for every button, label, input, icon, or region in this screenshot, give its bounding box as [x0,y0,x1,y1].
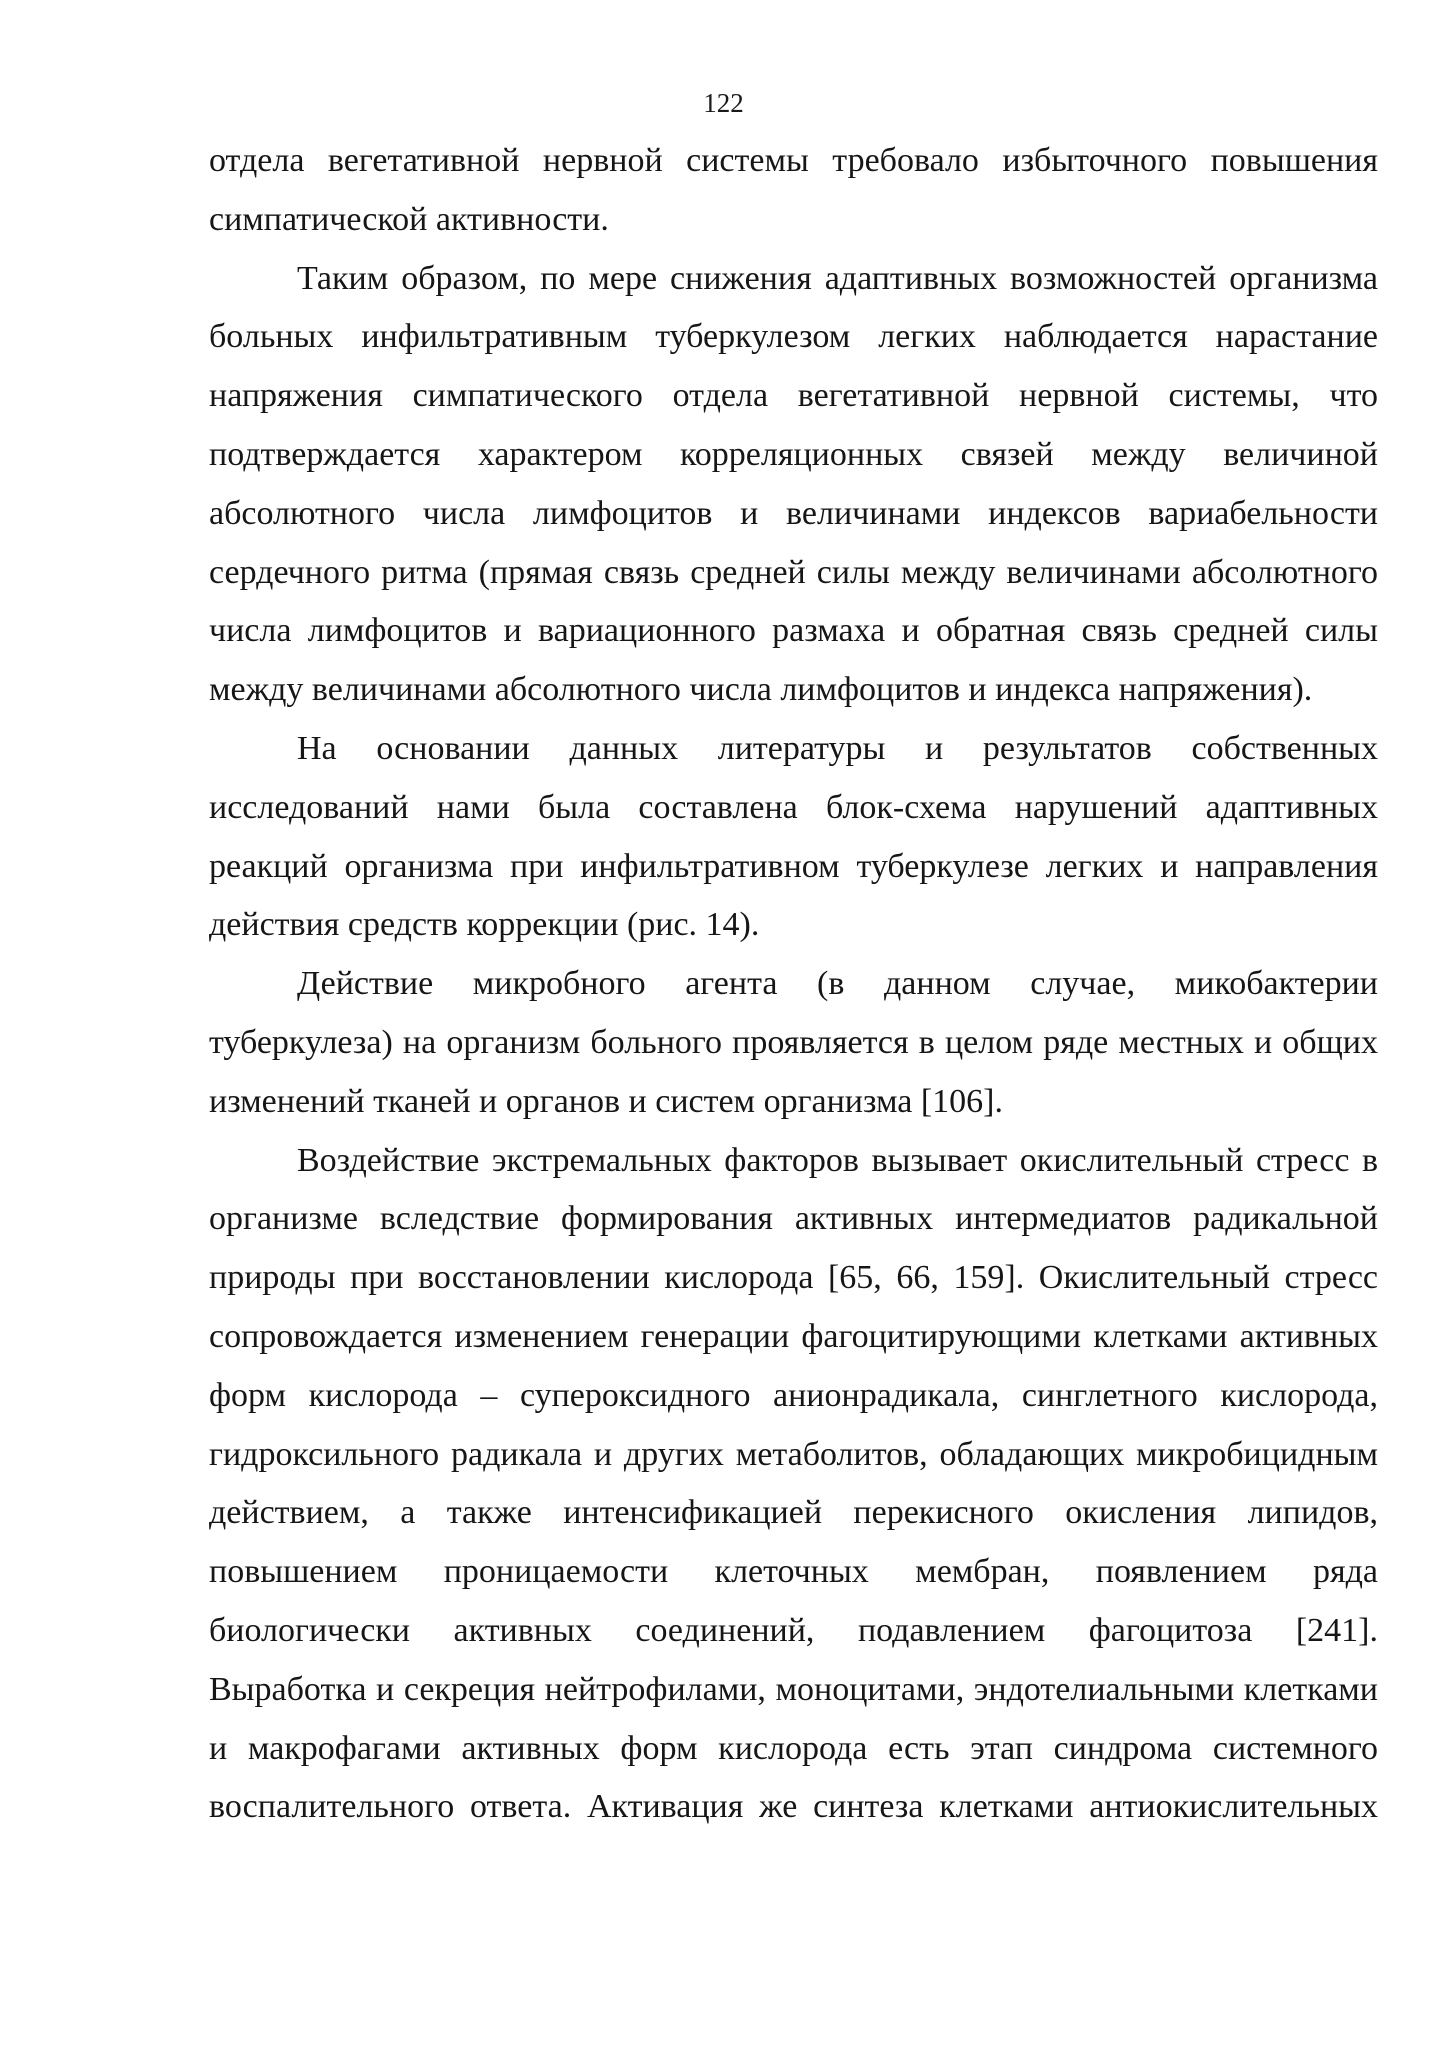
text-line: гидроксильного радикала и других метаболитов, обладающих микробицидным [209,1435,1378,1473]
text-line: исследований нами была составлена блок-схема нарушений адаптивных [209,788,1378,826]
text-line: На основании данных литературы и результатов собственных [297,729,1378,767]
text-line: симпатической активности. [209,200,609,238]
text-line: действием, а также интенсификацией перекисного окисления липидов, [209,1494,1378,1532]
body-text [209,132,1378,1837]
text-line: подтверждается характером корреляционных связей между величиной [209,435,1378,473]
text-line: туберкулеза) на организм больного проявляется в целом ряде местных и общих [209,1023,1378,1061]
page-number: 122 [703,88,744,118]
text-line: сердечного ритма (прямая связь средней силы между величинами абсолютного [209,553,1378,591]
text-line: и макрофагами активных форм кислорода есть этап синдрома системного [209,1729,1378,1767]
text-line: форм кислорода – супероксидного анионрадикала, синглетного кислорода, [209,1376,1378,1414]
text-line: природы при восстановлении кислорода [65, 66, 159]. Окислительный стресс [209,1259,1378,1297]
text-line: больных инфильтративным туберкулезом легких наблюдается нарастание [209,318,1378,356]
text-line: действия средств коррекции (рис. 14). [209,906,760,944]
text-line: числа лимфоцитов и вариационного размаха и обратная связь средней силы [209,612,1378,650]
text-line: Действие микробного агента (в данном случае, микобактерии [297,965,1378,1003]
text-line: Выработка и секреция нейтрофилами, моноцитами, эндотелиальными клетками [209,1670,1378,1708]
text-line: биологически активных соединений, подавлением фагоцитоза [241]. [209,1611,1378,1649]
text-line: реакций организма при инфильтративном туберкулезе легких и направления [209,847,1378,885]
text-line: Воздействие экстремальных факторов вызывает окислительный стресс в [297,1141,1378,1179]
text-line: отдела вегетативной нервной системы требовало избыточного повышения [209,142,1378,179]
text-line: Таким образом, по мере снижения адаптивных возможностей организма [297,259,1378,297]
text-line: сопровождается изменением генерации фагоцитирующими клетками активных [209,1317,1378,1355]
text-line: повышением проницаемости клеточных мембран, появлением ряда [209,1553,1378,1591]
text-line: между величинами абсолютного числа лимфоцитов и индекса напряжения). [209,671,1313,709]
text-line: напряжения симпатического отдела вегетативной нервной системы, что [209,377,1378,415]
text-line: организме вследствие формирования активных интермедиатов радикальной [209,1200,1378,1238]
text-line: изменений тканей и органов и систем организма [106]. [209,1082,1003,1120]
text-line: воспалительного ответа. Активация же синтеза клетками антиокислительных [209,1788,1378,1826]
text-line: абсолютного числа лимфоцитов и величинами индексов вариабельности [209,494,1378,532]
